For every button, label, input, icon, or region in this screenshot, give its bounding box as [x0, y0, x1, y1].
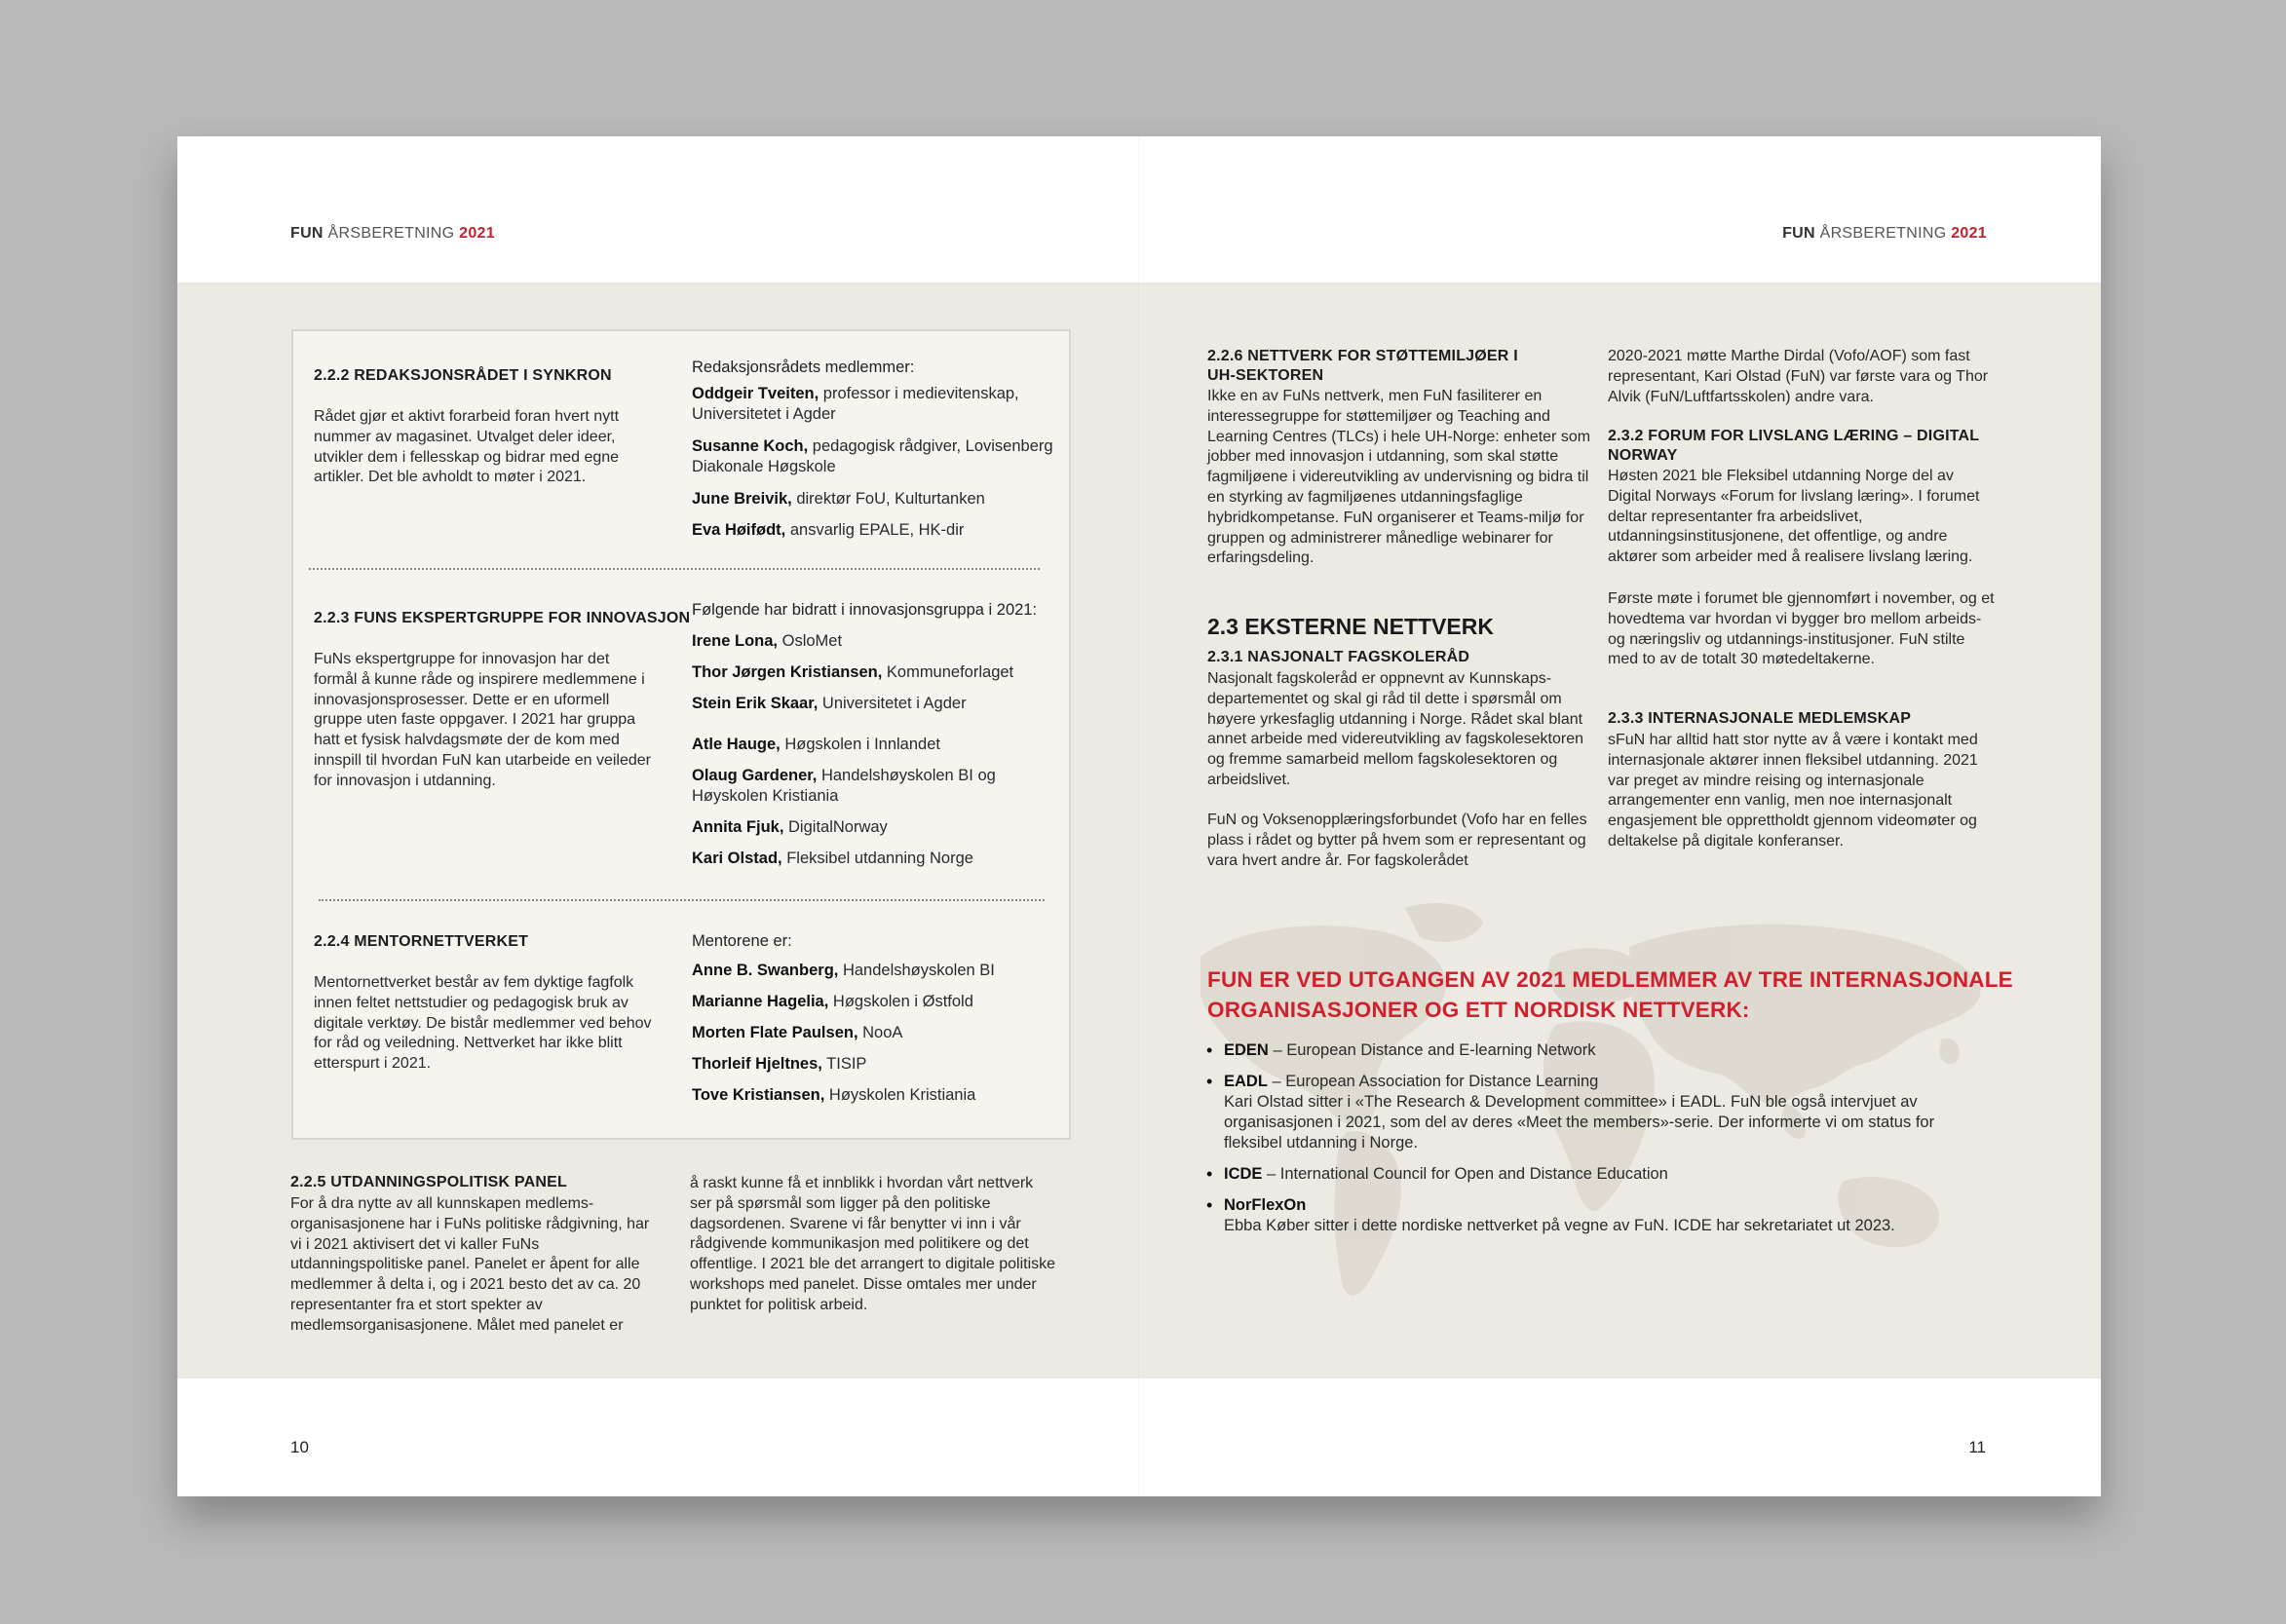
members-title-2-2-3: Følgende har bidratt i innovasjonsgruppa i 2021: — [692, 601, 1038, 619]
member-item: Stein Erik Skaar, Universitetet i Agder — [692, 695, 967, 712]
member-item: Annita Fjuk, DigitalNorway — [692, 818, 888, 836]
heading-2-3-2: 2.3.2 FORUM FOR LIVSLANG LÆRING – DIGITAL NORWAY — [1608, 428, 1979, 464]
member-item: Thorleif Hjeltnes, TISIP — [692, 1055, 867, 1073]
list-item: • ICDE – International Council for Open and Distance Education — [1206, 1164, 1986, 1185]
divider-dotted — [319, 899, 1045, 901]
member-item: Tove Kristiansen, Høyskolen Kristiania — [692, 1086, 976, 1104]
member-item: Marianne Hagelia, Høgskolen i Østfold — [692, 993, 973, 1010]
brochure-spread — [177, 136, 2101, 1496]
member-item: Kari Olstad, Fleksibel utdanning Norge — [692, 850, 973, 867]
members-title-2-2-4: Mentorene er: — [692, 932, 792, 950]
list-item: • EDEN – European Distance and E-learning Network — [1206, 1040, 1986, 1061]
body-2-3-1-b: FuN og Voksenopplæringsforbundet (Vofo har en felles plass i rådet og bytter på hvem som er representant og vara hvert andre år. For fagskolerådet — [1207, 812, 1587, 869]
member-item: Eva Høifødt, ansvarlig EPALE, HK-dir — [692, 521, 965, 539]
members-title-2-2-2: Redaksjonsrådets medlemmer: — [692, 359, 915, 376]
member-item: Morten Flate Paulsen, NooA — [692, 1024, 903, 1041]
heading-2-2-2: 2.2.2 REDAKSJONSRÅDET I SYNKRON — [314, 367, 612, 384]
member-item: Anne B. Swanberg, Handelshøyskolen BI — [692, 962, 995, 979]
member-item: June Breivik, direktør FoU, Kulturtanken — [692, 490, 985, 508]
member-item: Oddgeir Tveiten, professor i medievitenskap, Universitetet i Agder — [692, 385, 1019, 423]
body-2-2-5-col1: For å dra nytte av all kunnskapen medlems-organisasjonene har i FuNs politiske rådgivning, har vi i 2021 aktivisert det vi kaller FuNs utdanningspolitiske panel. Panelet er åpent for alle medlemmer å delta i, og i 2021 besto det av ca. 20 representanter fra et stort spekter av medlemsorganisasjonene. Målet med panelet er — [290, 1195, 650, 1334]
body-2-2-4: Mentornettverket består av fem dyktige fagfolk innen feltet nettstudier og pedagogisk bruk av digitale verktøy. De bistår medlemmer ved behov for råd og veiledning. Nettverket har ikke blitt etterspurt i 2021. — [314, 974, 652, 1073]
body-2-2-3: FuNs ekspertgruppe for innovasjon har det formål å kunne råde og inspirere medlemmene i innovasjonsprosesser. Dette er en uformell gruppe uten faste oppgaver. I 2021 har gruppa hatt et fysisk halvdagsmøte der de kom med innspill til hvordan FuN kan utarbeide en veileder for innovasjon i utdanning. — [314, 651, 651, 789]
heading-2-3-1: 2.3.1 NASJONALT FAGSKOLERÅD — [1207, 649, 1470, 665]
heading-2-2-3: 2.2.3 FUNS EKSPERTGRUPPE FOR INNOVASJON — [314, 610, 691, 626]
body-2-2-2: Rådet gjør et aktivt forarbeid foran hvert nytt nummer av magasinet. Utvalget deler ideer, utvikler dem i fellesskap og bidrar med egne artikler. Det ble avholdt to møter i 2021. — [314, 408, 620, 486]
running-head-right: FUN ÅRSBERETNING 2021 — [1782, 225, 1987, 242]
organizations-list — [1206, 1040, 1986, 1247]
heading-2-3-3: 2.3.3 INTERNASJONALE MEDLEMSKAP — [1608, 710, 1912, 727]
member-item: Susanne Koch, pedagogisk rådgiver, Lovisenberg Diakonale Høgskole — [692, 437, 1053, 475]
divider-dotted — [309, 568, 1040, 570]
list-item: • EADL – European Association for Distance Learning Kari Olstad sitter i «The Research & Development committee» i EADL. FuN ble også intervjuet av organisasjonen i 2021, som del av deres «Meet the members»-serie. Der informerte vi om status for fleksibel utdanning i Norge. — [1206, 1072, 1986, 1153]
member-item: Atle Hauge, Høgskolen i Innlandet — [692, 736, 940, 753]
member-item: Olaug Gardener, Handelshøyskolen BI og Høyskolen Kristiania — [692, 767, 996, 805]
body-2-3-1-a: Nasjonalt fagskoleråd er oppnevnt av Kunnskaps-departementet og skal gi råd til dette i spørsmål om høyere yrkesfaglig utdanning i Norge. Rådet skal blant annet arbeide med videreutvikling av fagskolesektoren og fremme samarbeid mellom fagskolesektoren og arbeidslivet. — [1207, 670, 1584, 788]
page-number-right: 11 — [1968, 1438, 1986, 1456]
page-number-left: 10 — [290, 1438, 309, 1456]
body-2-2-5-col2: å raskt kunne få et innblikk i hvordan vårt nettverk ser på spørsmål som ligger på den politiske dagsordenen. Svarene vi får benytter vi inn i vår rådgivende kommunikasjon med politikere og det offentlige. I 2021 ble det arrangert to digitale politiske workshops med panelet. Disse omtales mer under punktet for politisk arbeid. — [690, 1175, 1056, 1313]
running-head-left: FUN ÅRSBERETNING 2021 — [290, 225, 495, 242]
spine-shadow — [1138, 136, 1140, 1496]
body-2-3-2-b: Første møte i forumet ble gjennomført i november, og et hovedtema var hvordan vi bygger bro mellom arbeids- og næringsliv og utdannings-institusjoner. FuN stilte med to av de totalt 30 møtedeltakerne. — [1608, 590, 1995, 668]
body-2-3-3: sFuN har alltid hatt stor nytte av å være i kontakt med internasjonale aktører innen fleksibel utdanning. 2021 var preget av mindre reising og internasjonale arrangementer enn vanlig, men noe internasjonalt engasjement ble opprettholdt gjennom videomøter og deltakelse på digitale konferanser. — [1608, 732, 1978, 850]
body-2-3-2-a: Høsten 2021 ble Fleksibel utdanning Norge del av Digital Norways «Forum for livslang læring». I forumet deltar representanter fra arbeidslivet, utdanningsinstitusjonene, det offentlige, og andre aktører som arbeider med å realisere livslang læring. — [1608, 468, 1980, 566]
member-item: Thor Jørgen Kristiansen, Kommuneforlaget — [692, 663, 1014, 681]
body-2-3-1-c: 2020-2021 møtte Marthe Dirdal (Vofo/AOF) som fast representant, Kari Olstad (FuN) var første vara og Thor Alvik (FuN/Luftfartsskolen) andre vara. — [1608, 348, 1989, 405]
highlight-heading: FUN ER VED UTGANGEN AV 2021 MEDLEMMER AV TRE INTERNASJONALE ORGANISASJONER OG ETT NORDISK NETTVERK: — [1207, 967, 2013, 1022]
body-2-2-6: Ikke en av FuNs nettverk, men FuN fasiliterer en interessegruppe for støttemiljøer og Teaching and Learning Centres (TLCs) i hele UH-Norge: enheter som jobber med innovasjon i utdanning, som skal støtte fagmiljøene i videreutvikling av undervisning og bidra til en styrking av fagmiljøenes utdanningsfaglige hybridkompetanse. FuN organiserer et Teams-miljø for gruppen og administrerer månedlige webinarer for erfaringsdeling. — [1207, 388, 1591, 567]
list-item: • NorFlexOn Ebba Køber sitter i dette nordiske nettverket på vegne av FuN. ICDE har sekretariatet ut 2023. — [1206, 1195, 1986, 1236]
member-item: Irene Lona, OsloMet — [692, 632, 843, 650]
heading-2-2-6: 2.2.6 NETTVERK FOR STØTTEMILJØER I UH-SEKTOREN — [1207, 348, 1518, 384]
heading-2-2-4: 2.2.4 MENTORNETTVERKET — [314, 933, 529, 950]
heading-2-3: 2.3 EKSTERNE NETTVERK — [1207, 614, 1494, 639]
heading-2-2-5: 2.2.5 UTDANNINGSPOLITISK PANEL — [290, 1174, 567, 1190]
